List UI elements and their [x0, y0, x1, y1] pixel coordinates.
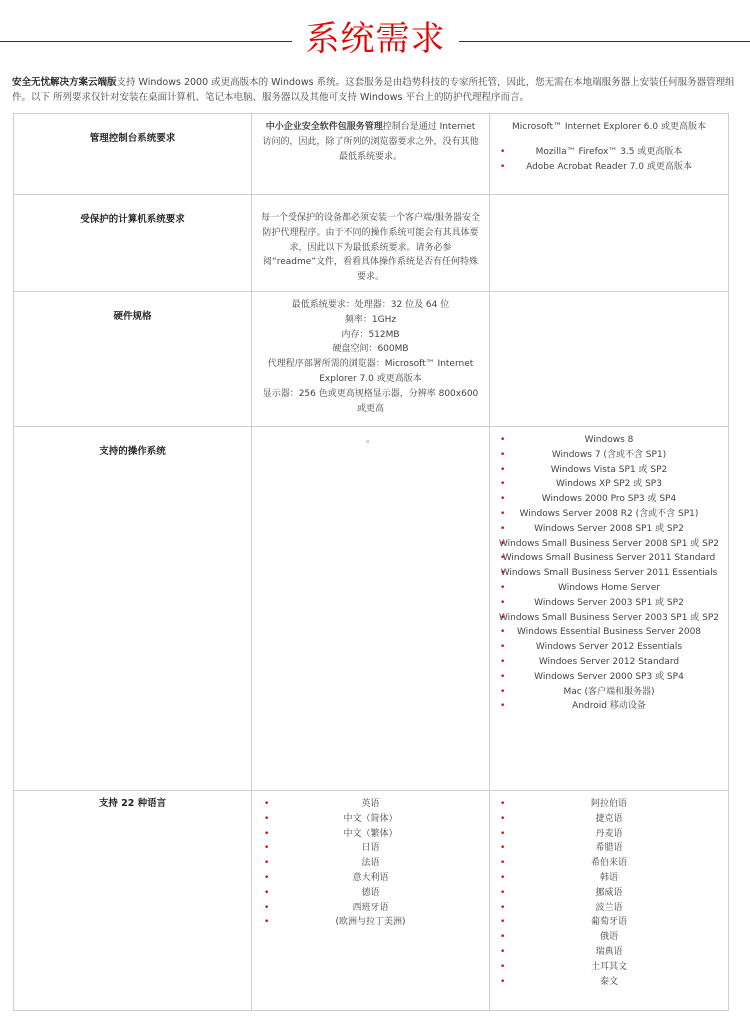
hardware-line: 代理程序部署所需的浏览器：Microsoft™ Internet Explorer 7.0 或更高版本: [267, 359, 474, 384]
list-item: • Windows Vista SP1 或 SP2: [496, 463, 722, 478]
list-item: • 中文（简体）: [260, 812, 481, 827]
row-label-console: 管理控制台系统要求: [14, 114, 252, 195]
os-note: 。: [252, 426, 490, 790]
row-label-protected: 受保护的计算机系统要求: [14, 195, 252, 292]
list-item: • Windows Server 2012 Essentials: [496, 640, 722, 655]
list-item: • 德语: [260, 886, 481, 901]
list-item: • Windows Server 2000 SP3 或 SP4: [496, 670, 722, 685]
console-product-name: 中小企业安全软件包服务管理: [265, 122, 383, 132]
list-item: • 阿拉伯语: [496, 797, 722, 812]
row-hardware: [14, 291, 729, 426]
list-item: • 波兰语: [496, 901, 722, 916]
list-item: • 葡萄牙语: [496, 915, 722, 930]
row-console: [14, 114, 729, 195]
intro-product-name: 安全无忧解决方案云端版: [12, 77, 117, 88]
list-item: • Android 移动设备: [496, 699, 722, 714]
hardware-empty-cell: [490, 291, 729, 426]
title-divider-right: [459, 41, 750, 42]
hardware-line: 硬盘空间：600MB: [332, 344, 409, 355]
row-os: [14, 426, 729, 790]
protected-empty-cell: [490, 195, 729, 292]
requirements-table: [13, 113, 729, 1011]
row-languages: [14, 790, 729, 1010]
languages-col-b: [490, 790, 729, 1010]
list-item: • 意大利语: [260, 871, 481, 886]
list-item: • 日语: [260, 841, 481, 856]
hardware-line: 频率：1GHz: [344, 314, 397, 325]
protected-description: 每一个受保护的设备都必须安装一个客户端/服务器安全防护代理程序。由于不同的操作系统可能会有其具体要求，因此以下为最低系统要求。请务必参阅“readme”文件，看看具体操作系统是否有任何特殊要求。: [252, 195, 490, 292]
list-item: • 法语: [260, 856, 481, 871]
list-item: • Adobe Acrobat Reader 7.0 或更高版本: [496, 160, 722, 175]
list-item: • Windows Small Business Server 2011 Standard: [496, 551, 722, 566]
os-list-cell: [490, 426, 729, 790]
row-label-os: 支持的操作系统: [14, 426, 252, 790]
list-item: • Windows 2000 Pro SP3 或 SP4: [496, 492, 722, 507]
list-item: • Windows Small Business Server 2008 SP1 或 SP2: [496, 537, 722, 552]
hardware-line: 内存：512MB: [341, 329, 400, 340]
title-divider-left: [0, 41, 292, 42]
hardware-specs: [252, 291, 490, 426]
list-item: • Mozilla™ Firefox™ 3.5 或更高版本: [496, 145, 722, 160]
list-item: • 西班牙语: [260, 901, 481, 916]
list-item: • 瑞典语: [496, 945, 722, 960]
list-item: • Windows Essential Business Server 2008: [496, 625, 722, 640]
list-item: • 英语: [260, 797, 481, 812]
languages-list-b: [496, 797, 722, 989]
list-item: • 希腊语: [496, 841, 722, 856]
list-item: • Windows 7 (含或不含 SP1): [496, 448, 722, 463]
list-item: • 土耳其文: [496, 960, 722, 975]
console-description: [252, 114, 490, 195]
list-item: • Windows Server 2008 R2 (含或不含 SP1): [496, 507, 722, 522]
intro-text: 支持 Windows 2000 或更高版本的 Windows 系统。这套服务是由趋势科技的专家所托管，因此，您无需在本地端服务器上安装任何服务器管理组件。以下 所列要求仅针对安装在桌面计算机、笔记本电脑、服务器以及其他可支持 Windows 平台上的防护代理程序而言。: [12, 77, 735, 103]
list-item: • 挪威语: [496, 886, 722, 901]
list-item: • Windows XP SP2 或 SP3: [496, 477, 722, 492]
list-item: • Mac (客户端和服务器): [496, 685, 722, 700]
list-item: • 希伯来语: [496, 856, 722, 871]
list-item: • Windows Home Server: [496, 581, 722, 596]
list-item: • (欧洲与拉丁美洲): [260, 915, 481, 930]
row-label-languages: 支持 22 种语言: [14, 790, 252, 1010]
row-label-hardware: 硬件规格: [14, 291, 252, 426]
list-item: • 中文（繁体）: [260, 827, 481, 842]
hardware-line: 显示器：256 色或更高规格显示器，分辨率 800x600 或更高: [262, 388, 479, 414]
languages-list-a: [260, 797, 481, 930]
list-item: • 俄语: [496, 930, 722, 945]
row-protected: [14, 195, 729, 292]
list-item: • Windoes Server 2012 Standard: [496, 655, 722, 670]
browser-ie: Microsoft™ Internet Explorer 6.0 或更高版本: [512, 122, 706, 132]
list-item: • 丹麦语: [496, 827, 722, 842]
list-item: • Windows Server 2003 SP1 或 SP2: [496, 596, 722, 611]
list-item: • Windows Small Business Server 2003 SP1 或 SP2: [496, 611, 722, 626]
list-item: • 泰文: [496, 975, 722, 990]
languages-col-a: [252, 790, 490, 1010]
list-item: • 韩语: [496, 871, 722, 886]
console-browser-requirements: [490, 114, 729, 195]
list-item: • Windows Small Business Server 2011 Essentials: [496, 566, 722, 581]
title-bar: [0, 14, 750, 64]
console-text: 控制台是通过 Internet 访问的，因此，除了所列的浏览器要求之外，没有其他最低系统要求。: [262, 122, 479, 162]
list-item: • Windows Server 2008 SP1 或 SP2: [496, 522, 722, 537]
browser-list: [496, 145, 722, 175]
list-item: • Windows 8: [496, 433, 722, 448]
intro-paragraph: [12, 75, 740, 105]
page-title: 系统需求: [305, 19, 446, 59]
os-list: [496, 433, 722, 714]
hardware-line: 最低系统要求：处理器：32 位及 64 位: [291, 299, 450, 310]
list-item: • 捷克语: [496, 812, 722, 827]
